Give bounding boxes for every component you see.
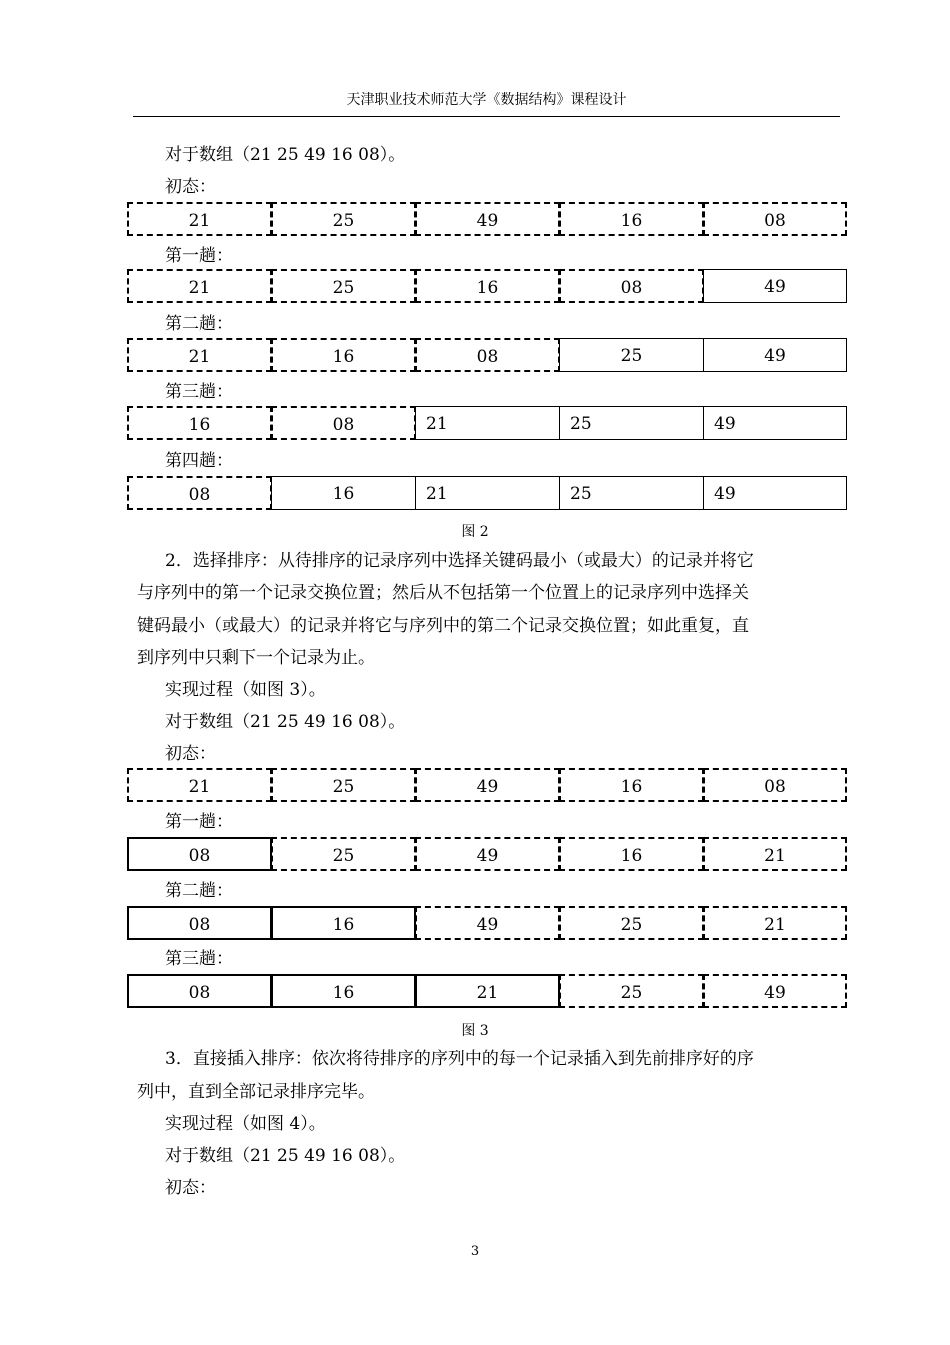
figure-3-caption: 图 3 xyxy=(461,1023,489,1039)
array-cell: 49 xyxy=(415,202,560,236)
label-pass-2: 第二趟： xyxy=(165,314,233,334)
array-line: 对于数组（21 25 49 16 08）。 xyxy=(165,145,406,165)
array-line-2: 对于数组（21 25 49 16 08）。 xyxy=(165,712,406,732)
array-cell: 21 xyxy=(415,476,560,510)
array-cell: 21 xyxy=(127,269,272,303)
array-cell: 49 xyxy=(703,338,847,372)
array-cell: 49 xyxy=(703,974,847,1008)
process-line-fig4: 实现过程（如图 4）。 xyxy=(165,1114,326,1134)
label-pass-1-2: 第一趟： xyxy=(165,812,233,832)
fig2-row-initial xyxy=(127,202,847,236)
paragraph-insertion-sort-line-2: 列中，直到全部记录排序完毕。 xyxy=(137,1082,375,1102)
array-cell: 08 xyxy=(703,202,847,236)
array-cell: 21 xyxy=(703,837,847,871)
fig3-row-initial xyxy=(127,768,847,802)
array-cell: 25 xyxy=(271,269,416,303)
paragraph-selection-sort-line-3: 键码最小（或最大）的记录并将它与序列中的第二个记录交换位置；如此重复，直 xyxy=(137,616,749,636)
label-initial-3: 初态： xyxy=(165,1178,216,1198)
array-cell: 08 xyxy=(127,974,272,1008)
array-cell: 49 xyxy=(415,906,560,940)
array-cell: 08 xyxy=(127,837,272,871)
figure-2-caption: 图 2 xyxy=(461,524,489,540)
array-cell: 25 xyxy=(559,476,704,510)
label-initial-2: 初态： xyxy=(165,744,216,764)
array-cell: 16 xyxy=(559,202,704,236)
label-pass-3-2: 第三趟： xyxy=(165,949,233,969)
array-cell: 25 xyxy=(559,338,704,372)
process-line-fig3: 实现过程（如图 3）。 xyxy=(165,680,326,700)
array-cell: 25 xyxy=(271,837,416,871)
header-rule xyxy=(133,116,840,117)
array-cell: 21 xyxy=(703,906,847,940)
label-pass-1: 第一趟： xyxy=(165,246,233,266)
array-cell: 16 xyxy=(127,406,272,440)
array-cell: 25 xyxy=(559,906,704,940)
fig2-row-pass-3 xyxy=(127,406,847,440)
array-cell: 49 xyxy=(703,406,847,440)
array-cell: 49 xyxy=(703,476,847,510)
array-cell: 21 xyxy=(415,974,560,1008)
array-cell: 21 xyxy=(127,338,272,372)
array-cell: 08 xyxy=(415,338,560,372)
array-cell: 16 xyxy=(271,974,416,1008)
array-cell: 16 xyxy=(271,906,416,940)
array-cell: 16 xyxy=(271,338,416,372)
paragraph-selection-sort-line-4: 到序列中只剩下一个记录为止。 xyxy=(137,648,375,668)
label-pass-3: 第三趟： xyxy=(165,382,233,402)
array-cell: 49 xyxy=(415,768,560,802)
fig3-row-pass-3 xyxy=(127,974,847,1008)
array-cell: 25 xyxy=(271,768,416,802)
array-cell: 08 xyxy=(271,406,416,440)
array-cell: 16 xyxy=(415,269,560,303)
array-cell: 49 xyxy=(415,837,560,871)
fig3-row-pass-1 xyxy=(127,837,847,871)
array-cell: 49 xyxy=(703,269,847,303)
label-pass-2-2: 第二趟： xyxy=(165,881,233,901)
array-cell: 21 xyxy=(127,768,272,802)
fig3-row-pass-2 xyxy=(127,906,847,940)
array-cell: 25 xyxy=(559,406,704,440)
array-cell: 08 xyxy=(559,269,704,303)
fig2-row-pass-4 xyxy=(127,476,847,510)
paragraph-selection-sort-line-2: 与序列中的第一个记录交换位置；然后从不包括第一个位置上的记录序列中选择关 xyxy=(137,583,749,603)
array-cell: 08 xyxy=(703,768,847,802)
page-header-title: 天津职业技术师范大学《数据结构》课程设计 xyxy=(346,92,627,108)
array-cell: 21 xyxy=(415,406,560,440)
array-cell: 08 xyxy=(127,476,272,510)
array-cell: 16 xyxy=(559,837,704,871)
fig2-row-pass-2 xyxy=(127,338,847,372)
page-number: 3 xyxy=(470,1244,480,1259)
label-pass-4: 第四趟： xyxy=(165,451,233,471)
paragraph-selection-sort-line-1: 2．选择排序：从待排序的记录序列中选择关键码最小（或最大）的记录并将它 xyxy=(165,551,754,571)
array-cell: 25 xyxy=(559,974,704,1008)
paragraph-insertion-sort-line-1: 3．直接插入排序：依次将待排序的序列中的每一个记录插入到先前排序好的序 xyxy=(165,1049,754,1069)
array-cell: 21 xyxy=(127,202,272,236)
array-cell: 25 xyxy=(271,202,416,236)
array-cell: 16 xyxy=(559,768,704,802)
array-cell: 16 xyxy=(271,476,416,510)
array-line-3: 对于数组（21 25 49 16 08）。 xyxy=(165,1146,406,1166)
array-cell: 08 xyxy=(127,906,272,940)
label-initial: 初态： xyxy=(165,177,216,197)
fig2-row-pass-1 xyxy=(127,269,847,303)
